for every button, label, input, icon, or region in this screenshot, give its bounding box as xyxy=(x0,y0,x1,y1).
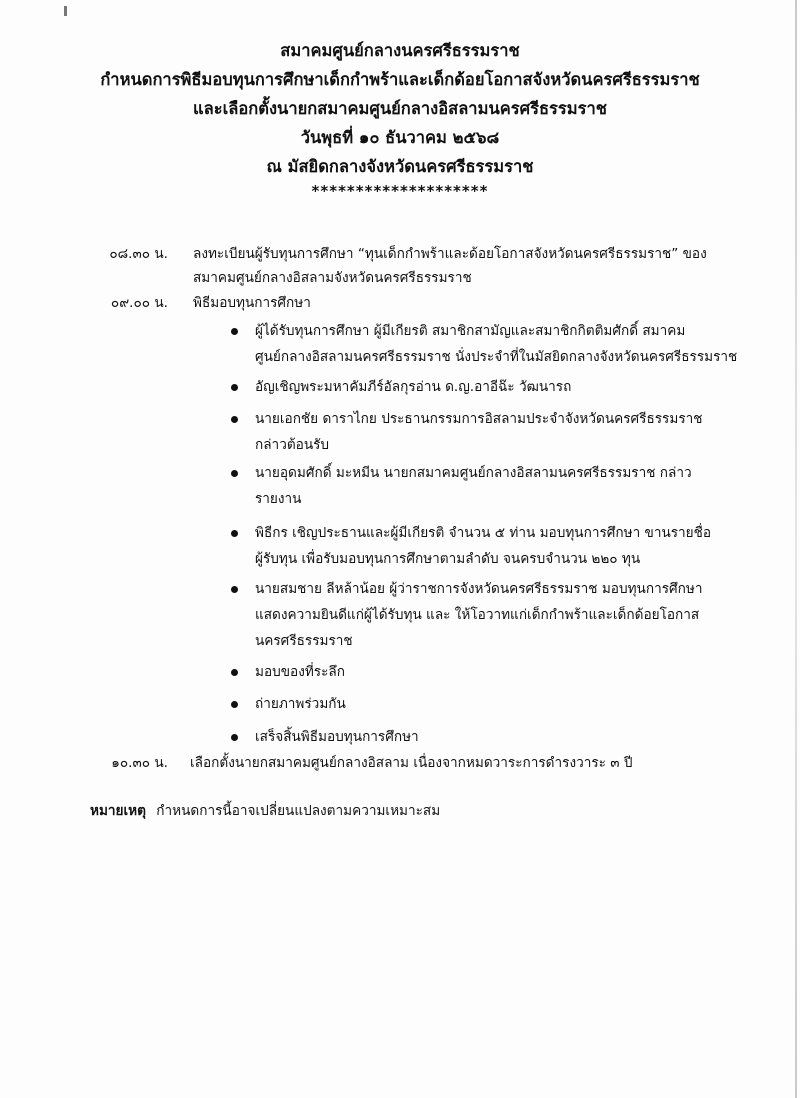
divider-stars: ******************** xyxy=(311,182,489,200)
ceremony-item-7: มอบของที่ระลึก xyxy=(255,664,345,680)
bullet-icon xyxy=(231,701,238,708)
footnote-text: กำหนดการนี้อาจเปลี่ยนแปลงตามความเหมาะสม xyxy=(156,803,441,819)
document-header xyxy=(0,36,800,201)
schedule-subtitle: และเลือกตั้งนายกสมาคมศูนย์กลางอิสลามนครศรีธรรมราช xyxy=(193,99,607,118)
agenda-text-1b: สมาคมศูนย์กลางอิสลามจังหวัดนครศรีธรรมราช xyxy=(193,270,472,286)
bullet-icon xyxy=(231,669,238,676)
event-date: วันพุธที่ ๑๐ ธันวาคม ๒๕๖๘ xyxy=(300,128,500,147)
event-venue: ณ มัสยิดกลางจังหวัดนครศรีธรรมราช xyxy=(266,157,534,176)
ceremony-item-5a: พิธีกร เชิญประธานและผู้มีเกียรติ จำนวน ๕ ท่าน มอบทุนการศึกษา ขานรายชื่อ xyxy=(255,525,712,541)
ceremony-item-1b: ศูนย์กลางอิสลามนครศรีธรรมราช นั่งประจำที่ในมัสยิดกลางจังหวัดนครศรีธรรมราช xyxy=(255,349,738,365)
ceremony-item-1a: ผู้ได้รับทุนการศึกษา ผู้มีเกียรติ สมาชิกสามัญและสมาชิกกิตติมศักดิ์ สมาคม xyxy=(255,323,686,339)
ceremony-item-6a: นายสมชาย ลีหล้าน้อย ผู้ว่าราชการจังหวัดนครศรีธรรมราช มอบทุนการศึกษา xyxy=(255,581,703,597)
ceremony-item-2: อัญเชิญพระมหาคัมภีร์อัลกุรอ่าน ด.ญ.อาอีฉ๊ะ วัฒนารถ xyxy=(255,379,572,395)
ceremony-item-6b: แสดงความยินดีแก่ผู้ได้รับทุน และ ให้โอวาทแก่เด็กกำพร้าและเด็กด้อยโอกาส xyxy=(255,607,700,623)
ceremony-item-5b: ผู้รับทุน เพื่อรับมอบทุนการศึกษาตามลำดับ จนครบจำนวน ๒๒๐ ทุน xyxy=(255,551,641,567)
ceremony-item-4a: นายอุดมศักดิ์ มะหมีน นายกสมาคมศูนย์กลางอิสลามนครศรีธรรมราช กล่าว xyxy=(255,465,692,481)
agenda-text-3: เลือกตั้งนายกสมาคมศูนย์กลางอิสลาม เนื่องจากหมดวาระการดำรงวาระ ๓ ปี xyxy=(190,755,633,771)
agenda-text-1a: ลงทะเบียนผู้รับทุนการศึกษา “ทุนเด็กกำพร้าและด้อยโอกาสจังหวัดนครศรีธรรมราช” ของ xyxy=(193,246,707,262)
bullet-icon xyxy=(231,384,238,391)
agenda-text-2: พิธีมอบทุนการศึกษา xyxy=(193,295,311,311)
ceremony-item-8: ถ่ายภาพร่วมกัน xyxy=(255,696,346,712)
bullet-icon xyxy=(231,328,238,335)
ceremony-item-3a: นายเอกชัย ดาราไกย ประธานกรรมการอิสลามประจำจังหวัดนครศรีธรรมราช xyxy=(255,411,703,427)
ceremony-item-9: เสร็จสิ้นพิธีมอบทุนการศึกษา xyxy=(255,729,419,745)
bullet-icon xyxy=(231,470,238,477)
scan-mark xyxy=(64,6,67,16)
bullet-icon xyxy=(231,416,238,423)
bullet-icon xyxy=(231,530,238,537)
bullet-icon xyxy=(231,586,238,593)
ceremony-item-6c: นครศรีธรรมราช xyxy=(255,633,353,649)
footnote xyxy=(90,798,440,824)
bullet-icon xyxy=(231,734,238,741)
schedule-title: กำหนดการพิธีมอบทุนการศึกษาเด็กกำพร้าและเด็กด้อยโอกาสจังหวัดนครศรีธรรมราช xyxy=(100,70,700,89)
agenda-time-3: ๑๐.๓๐ น. xyxy=(111,755,168,771)
agenda-time-1: ๐๘.๓๐ น. xyxy=(109,246,168,262)
ceremony-item-3b: กล่าวต้อนรับ xyxy=(255,437,330,453)
org-title: สมาคมศูนย์กลางนครศรีธรรมราช xyxy=(280,41,520,60)
footnote-label: หมายเหตุ xyxy=(90,803,146,819)
agenda-time-2: ๐๙.๐๐ น. xyxy=(110,295,168,311)
ceremony-item-4b: รายงาน xyxy=(255,491,302,507)
